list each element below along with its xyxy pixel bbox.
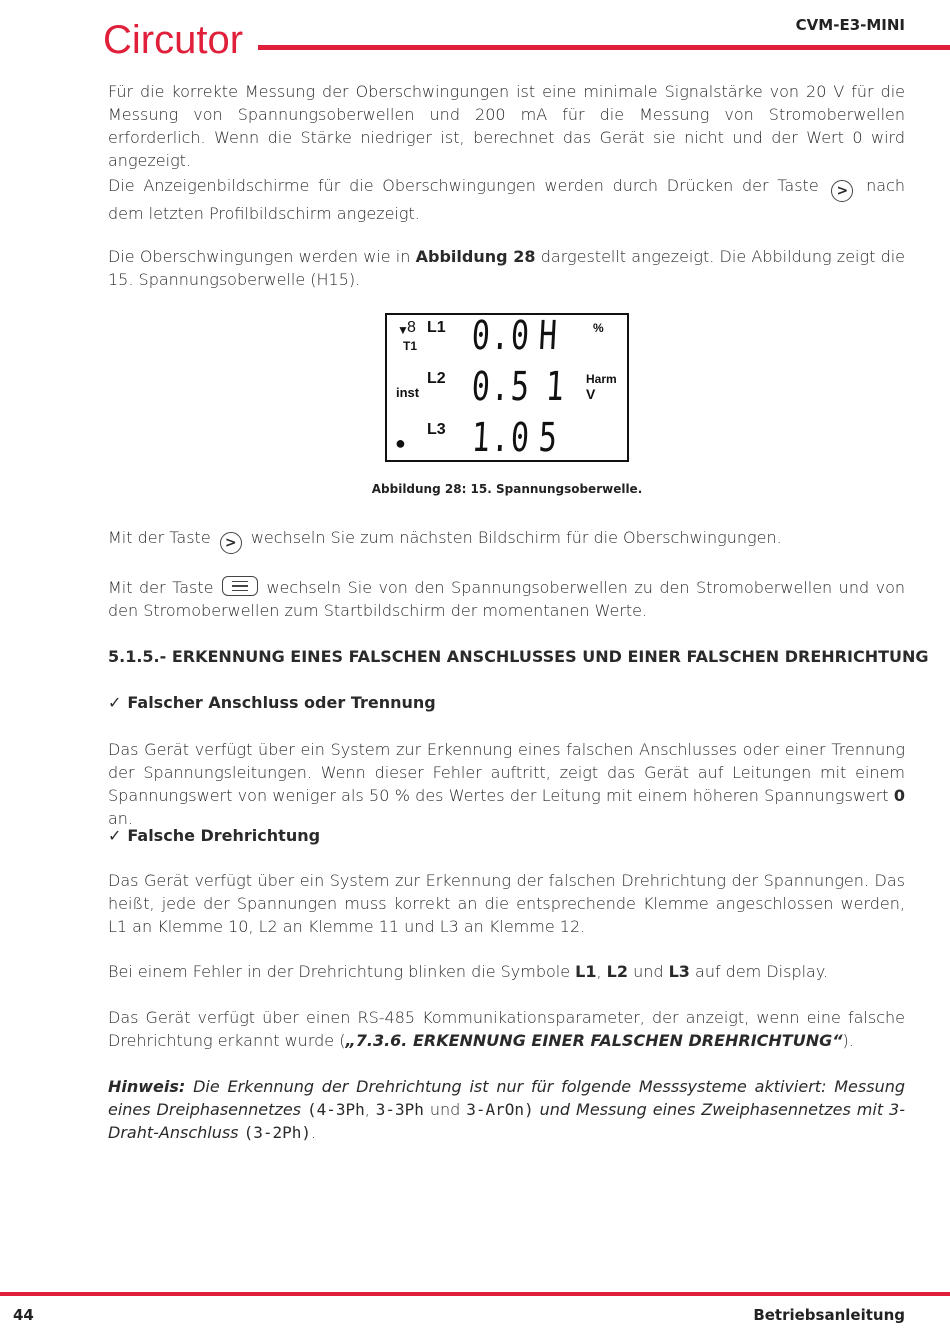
paragraph-text: , xyxy=(596,962,607,981)
page-number: 44 xyxy=(13,1306,34,1324)
lcd-harmonic-digit-1: 1 xyxy=(544,364,567,410)
note-text: . xyxy=(311,1123,317,1142)
paragraph-text: Mit der Taste xyxy=(108,578,214,597)
paragraph-next-key xyxy=(108,526,905,554)
subheading-text: Falsche Drehrichtung xyxy=(127,826,321,845)
paragraph-harmonic-screens xyxy=(108,174,905,225)
paragraph-text: nach dem letzten Profilbildschirm angezeigt. xyxy=(108,176,906,223)
lcd-unit-label: V xyxy=(586,386,596,402)
symbol-l1: L1 xyxy=(575,962,597,981)
paragraph-blinking-symbols xyxy=(108,960,905,983)
menu-key-icon xyxy=(222,576,258,596)
paragraph-menu-key xyxy=(108,576,905,622)
subheading-wrong-connection xyxy=(108,693,436,712)
subheading-text: Falscher Anschluss oder Trennung xyxy=(127,693,436,712)
lcd-harmonic-digit-5: 5 xyxy=(537,415,560,461)
subheading-wrong-rotation xyxy=(108,826,320,845)
footer-title: Betriebsanleitung xyxy=(753,1306,905,1324)
code-3-2ph: (3-2Ph) xyxy=(243,1123,312,1142)
symbol-l2: L2 xyxy=(606,962,628,981)
unlock-icon: ● xyxy=(395,433,406,453)
paragraph-text: Das Gerät verfügt über ein System zur Erkennung eines falschen Anschlusses oder einer Trennung der Spannungsleitungen. Wenn dieser Fehler auftritt, zeigt das Gerät auf Leitungen mit einem Spannungswert von weniger als 50 % des Wertes der Leitung mit einem höheren Spannungswert xyxy=(108,740,905,805)
header-rule xyxy=(258,45,950,50)
paragraph-text: wechseln Sie von den Spannungsoberwellen zu den Stromoberwellen und von den Stromoberwellen zum Startbildschirm der momentanen Werte. xyxy=(108,578,906,620)
lcd-t1-label: T1 xyxy=(403,339,418,353)
paragraph-text: wechseln Sie zum nächsten Bildschirm für die Oberschwingungen. xyxy=(250,528,782,547)
lcd-harm-label: Harm xyxy=(586,372,617,386)
note-text: Die Erkennung der Drehrichtung ist nur für folgende Messsysteme aktiviert: Messung eines Dreiphasennetzes xyxy=(108,1077,905,1119)
paragraph-wrong-connection xyxy=(108,738,905,830)
lcd-l2-label: L2 xyxy=(427,370,446,387)
footer-rule xyxy=(0,1292,950,1296)
lcd-harmonic-h: H xyxy=(537,313,560,359)
bold-value: 0 xyxy=(893,786,905,805)
circutor-logo: Circutor xyxy=(103,18,244,62)
lcd-l3-label: L3 xyxy=(427,421,446,438)
lcd-percent-label: % xyxy=(593,321,604,335)
paragraph-text: und xyxy=(627,962,669,981)
lcd-value-l3: 1.0 xyxy=(470,415,532,461)
paragraph-wrong-rotation: Das Gerät verfügt über ein System zur Erkennung der falschen Drehrichtung der Spannungen. Das heißt, jede der Spannungen muss korrekt an die entsprechende Klemme angeschlossen werden, L1 an Klemme 10, L2 an Klemme 11 und L3 an Klemme 12. xyxy=(108,871,905,936)
paragraph-text: Mit der Taste xyxy=(108,528,211,547)
checkmark-icon: ✓ xyxy=(108,693,122,712)
note-text: und xyxy=(423,1100,467,1119)
document-title: CVM-E3-MINI xyxy=(795,16,905,34)
next-key-icon: > xyxy=(831,180,853,202)
section-heading: 5.1.5.- ERKENNUNG EINES FALSCHEN ANSCHLUSSES UND EINER FALSCHEN DREHRICHTUNG xyxy=(108,647,929,666)
paragraph-text: Das Gerät verfügt über einen RS-485 Kommunikationsparameter, der anzeigt, wenn eine falsche Drehrichtung erkannt wurde ( xyxy=(108,1008,905,1050)
code-4-3ph: (4-3Ph xyxy=(306,1100,365,1119)
lcd-value-l1: 0.0 xyxy=(470,313,532,359)
paragraph-text: Die Oberschwingungen werden wie in xyxy=(108,247,416,266)
symbol-l3: L3 xyxy=(668,962,690,981)
paragraph-figure-reference xyxy=(108,245,905,291)
paragraph-text: ). xyxy=(842,1031,854,1050)
paragraph-rs485 xyxy=(108,1006,905,1052)
code-3-aron: 3-ArOn) xyxy=(466,1100,534,1119)
paragraph-text: Bei einem Fehler in der Drehrichtung blinken die Symbole xyxy=(108,962,576,981)
next-key-icon: > xyxy=(220,532,242,554)
note-text: , xyxy=(364,1100,376,1119)
paragraph-text: dargestellt angezeigt. Die Abbildung zeigt die 15. Spannungsoberwelle (H15). xyxy=(108,247,906,289)
figure-caption: Abbildung 28: 15. Spannungsoberwelle. xyxy=(371,482,643,496)
lcd-value-l2: 0.5 xyxy=(470,364,532,410)
paragraph-note xyxy=(108,1075,905,1144)
lcd-inst-label: inst xyxy=(396,385,420,400)
code-3-3ph: 3-3Ph xyxy=(375,1100,424,1119)
note-text: und Messung eines Zweiphasennetzes mit 3-Draht-Anschluss xyxy=(108,1100,906,1142)
section-reference: „7.3.6. ERKENNUNG EINER FALSCHEN DREHRICHTUNG“ xyxy=(345,1031,843,1050)
paragraph-text: Die Anzeigenbildschirme für die Oberschwingungen werden durch Drücken der Taste xyxy=(108,176,819,195)
paragraph-signal-strength: Für die korrekte Messung der Oberschwingungen ist eine minimale Signalstärke von 20 V für die Messung von Spannungsoberwellen und 200 mA für die Messung von Stromoberwellen erforderlich. Wenn die Stärke niedriger ist, berechnet das Gerät sie nicht und der Wert 0 wird angezeigt. xyxy=(108,82,905,170)
note-label: Hinweis: xyxy=(108,1077,186,1096)
figure-reference: Abbildung 28 xyxy=(415,247,536,266)
arrow-down-icon: ▼ xyxy=(397,323,409,337)
checkmark-icon: ✓ xyxy=(108,826,122,845)
paragraph-text: an. xyxy=(108,809,134,828)
lcd-l1-label: L1 xyxy=(427,319,446,336)
paragraph-text: auf dem Display. xyxy=(689,962,829,981)
lcd-display-figure xyxy=(385,313,629,462)
tariff-icon: 8 xyxy=(407,319,416,336)
